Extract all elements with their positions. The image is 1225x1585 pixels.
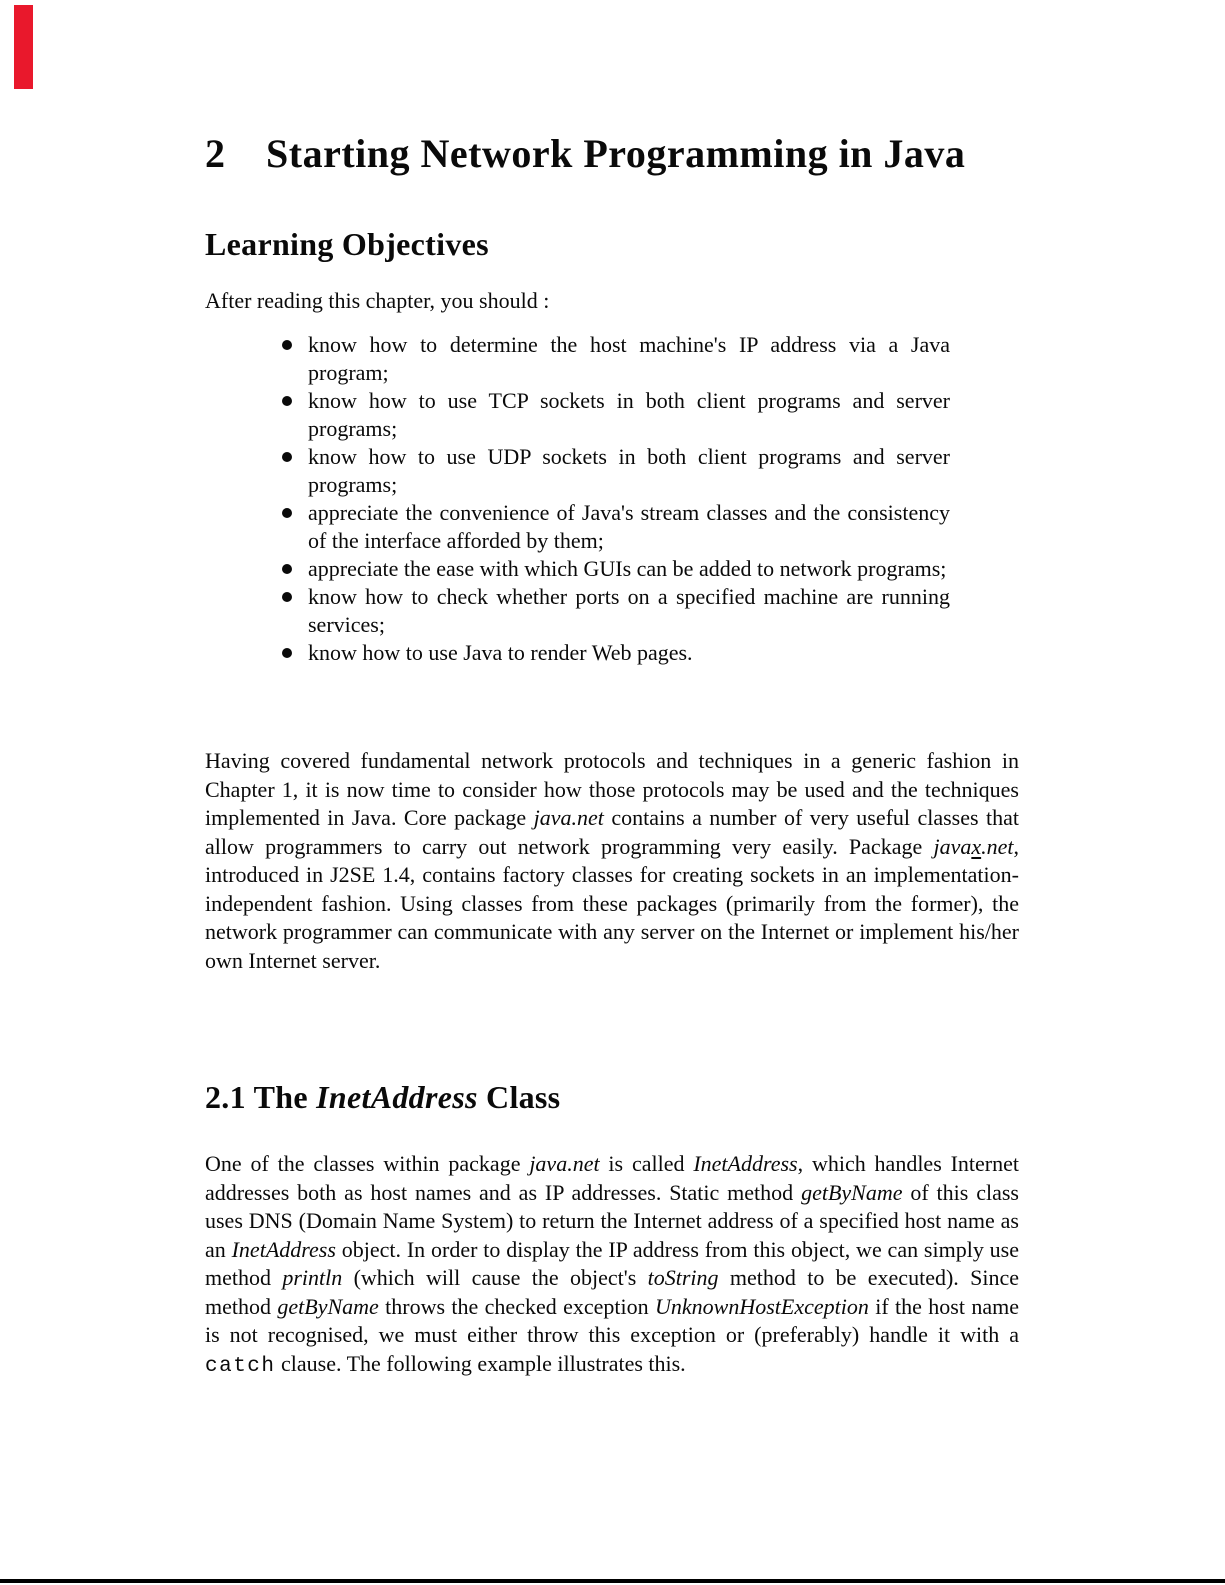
objective-text: appreciate the convenience of Java's stream classes and the consistency of the interface afforded by them; [308, 500, 950, 553]
section-2-1-heading: 2.1 The InetAddress Class [205, 1079, 561, 1115]
objective-item [282, 387, 950, 443]
bottom-page-rule [0, 1579, 1225, 1583]
objective-text: know how to use TCP sockets in both client programs and server programs; [308, 388, 950, 441]
objective-text: know how to determine the host machine's IP address via a Java program; [308, 332, 950, 385]
chapter-title: Starting Network Programming in Java [266, 131, 966, 176]
objective-text: know how to check whether ports on a specified machine are running services; [308, 584, 950, 637]
bullet-icon [282, 452, 292, 462]
chapter-number: 2 [205, 131, 226, 176]
overview-paragraph: Having covered fundamental network protocols and techniques in a generic fashion in Chapter 1, it is now time to consider how those protocols may be used and the techniques implemented in Java. Core package java.net contains a number of very useful classes that allow programmers to carry out network programming very easily. Package javax.net, introduced in J2SE 1.4, contains factory classes for creating sockets in an implementation-independent fashion. Using classes from these packages (primarily from the former), the network programmer can communicate with any server on the Internet or implement his/her own Internet server. [205, 748, 1020, 973]
objective-item [282, 443, 950, 499]
chapter-heading [205, 130, 965, 177]
objective-item [282, 639, 950, 667]
red-corner-mark [14, 5, 33, 89]
learning-objectives-intro: After reading this chapter, you should : [205, 288, 550, 313]
objective-text: know how to use UDP sockets in both client programs and server programs; [308, 444, 950, 497]
bullet-icon [282, 508, 292, 518]
bullet-icon [282, 564, 292, 574]
bullet-icon [282, 648, 292, 658]
bullet-icon [282, 340, 292, 350]
bullet-icon [282, 396, 292, 406]
objective-text: know how to use Java to render Web pages. [308, 640, 693, 665]
objective-text: appreciate the ease with which GUIs can be added to network programs; [308, 556, 947, 581]
objectives-list [282, 331, 950, 667]
objective-item [282, 499, 950, 555]
bullet-icon [282, 592, 292, 602]
objective-item [282, 583, 950, 639]
learning-objectives-heading: Learning Objectives [205, 226, 489, 262]
inetaddress-paragraph: One of the classes within package java.net is called InetAddress, which handles Internet addresses both as host names and as IP addresses. Static method getByName of this class uses DNS (Domain Name System) to return the Internet address of a specified host name as an InetAddress object. In order to display the IP address from this object, we can simply use method println (which will cause the object's toString method to be executed). Since method getByName throws the checked exception UnknownHostException if the host name is not recognised, we must either throw this exception or (preferably) handle it with a catch clause. The following example illustrates this. [205, 1151, 1020, 1378]
objective-item [282, 555, 950, 583]
objective-item [282, 331, 950, 387]
